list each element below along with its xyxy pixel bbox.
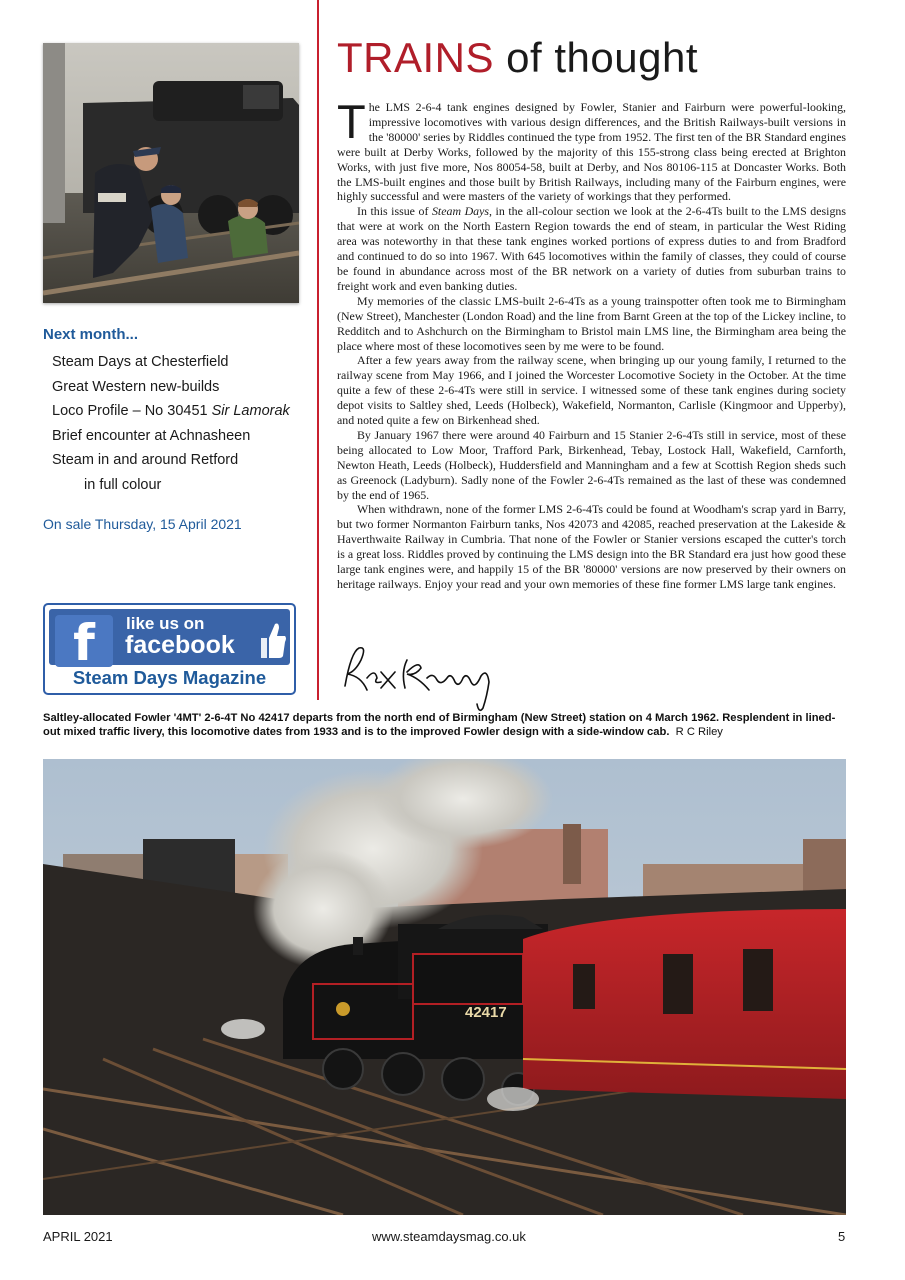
page-number: 5 (838, 1229, 846, 1244)
next-month-panel (43, 326, 305, 532)
facebook-page-name: Steam Days Magazine (72, 667, 267, 688)
article-paragraph: By January 1967 there were around 40 Fairburn and 15 Stanier 2-6-4Ts still in service, most of these being allocated to Low Moor, Trafford Park, Birkenhead, Tebay, Lostock Hall, Wakefield, Carnforth, Newton Heath, Leeds (Holbeck), Huddersfield and Manningham and a few at Scottish Region sheds such as Greenock (Ladyburn). Sadly none of the Fowler 2-6-4Ts remained as the last of these was condemned by the end of 1965. (337, 427, 846, 502)
title-red: TRAINS (337, 34, 495, 81)
caption-text: Saltley-allocated Fowler '4MT' 2-6-4T No 42417 departs from the north end of Birmingham (New Street) station on 4 March 1962. Resplendent in lined-out mixed traffic livery, this locomotive dates from 1933 and is to the improved Fowler design with a side-window cab. (43, 712, 836, 739)
facebook-like-text: like us on (126, 614, 205, 633)
on-sale-date: On sale Thursday, 15 April 2021 (43, 515, 242, 532)
next-month-item: in full colour (84, 476, 162, 493)
next-month-item-emphasis: Sir Lamorak (211, 403, 290, 420)
photo-credit: R C Riley (675, 726, 723, 739)
magazine-title-emphasis: Steam Days (431, 204, 490, 219)
next-month-item: Steam in and around Retford (52, 452, 239, 469)
next-month-item-text: Loco Profile – No 30451 (52, 403, 212, 420)
article-paragraph: After a few years away from the railway scene, when bringing up our young family, I returned to the railway scene from May 1966, and I joined the Worcester Locomotive Society in the October. At the time quite a few of these 2-6-4Ts were still in service. I witnessed some of these tank engines during society depot visits to Saltley shed, Leeds (Holbeck), Wakefield, Normanton, Carlisle (Kingmoor and Upperby), and noted quite a few on Birkenhead shed. (337, 353, 846, 428)
footer-issue-date: APRIL 2021 (43, 1229, 113, 1244)
facebook-logo-icon: f (55, 615, 113, 667)
loco-number: 42417 (465, 1004, 507, 1021)
article-text: , in the all-colour section we look at the 2-6-4Ts built to the LMS designs that were at work on the North Eastern Region towards the end of steam, in particular the West Riding area was noteworthy in that these tank engines worked portions of express duties to and from Bradford and continued to do so into 1967. With 645 locomotives within the family of classes, they could of course be found in abundance across most of the BR network on a variety of duties from suburban trains to freight work and even banking duties. (337, 204, 846, 293)
trainspotters-photo (43, 43, 299, 303)
next-month-item: Steam Days at Chesterfield (52, 354, 229, 370)
next-month-item: Great Western new-builds (52, 378, 220, 395)
article-paragraph (337, 204, 846, 293)
thumbs-up-icon (257, 620, 287, 660)
facebook-banner (49, 609, 290, 672)
drop-cap: T (337, 95, 366, 148)
facebook-wordmark: facebook (125, 631, 235, 659)
column-divider (317, 0, 319, 700)
title-black: of thought (494, 34, 699, 81)
next-month-item: Brief encounter at Achnasheen (52, 427, 251, 444)
editor-signature (337, 638, 507, 716)
page-title (337, 34, 698, 82)
next-month-heading: Next month... (43, 326, 139, 343)
photo-caption (43, 711, 848, 739)
facebook-badge[interactable] (43, 603, 296, 695)
next-month-list (43, 350, 305, 498)
article-paragraph: My memories of the classic LMS-built 2-6-4Ts as a young trainspotter often took me to Birmingham (New Street), Manchester (London Road) and the line from Barnt Green at the top of the Lickey incline, to Redditch and to Ashchurch on the Birmingham to Bristol main LMS line, the Birmingham area being the place where most of these locomotives seen by me were to be found. (337, 293, 846, 353)
footer-website[interactable]: www.steamdaysmag.co.uk (372, 1229, 526, 1244)
next-month-item (43, 399, 305, 424)
editorial-article (337, 95, 846, 592)
article-text: he LMS 2-6-4 tank engines designed by Fowler, Stanier and Fairburn were powerful-looking, impressive locomotives with various design differences, and the British Railways-built versions in the '80000' series by Riddles continued the type from 1952. The first ten of the BR Standard engines were built at Derby Works, followed by the majority of this 155-strong class being erected at Brighton Works, with just five more, Nos 80054-58, built at Derby, and Nos 80106-115 at Doncaster Works. Both the LMS-built engines and those built by British Railways, including many of the Fairburn engines, were highly successful and were masters of the variety of workings that they performed. (337, 100, 846, 204)
article-text: In this issue of (357, 204, 432, 219)
locomotive-photo (43, 759, 846, 1215)
article-paragraph (337, 95, 846, 204)
article-paragraph: When withdrawn, none of the former LMS 2-6-4Ts could be found at Woodham's scrap yard in Barry, but two former Normanton Fairburn tanks, Nos 42073 and 42085, reached preservation at the Lakeside & Haverthwaite Railway in Cumbria. That none of the Fowler or Stanier versions escaped the cutter's torch is a great loss. Riddles proved by continuing the LMS design into the BR Standard era just how good these large tank engines were, and happily 15 of the BR '80000' versions are now preserved by their owners on heritage railways. Enjoy your read and your own memories of these fine former LMS large tank engines. (337, 502, 846, 591)
